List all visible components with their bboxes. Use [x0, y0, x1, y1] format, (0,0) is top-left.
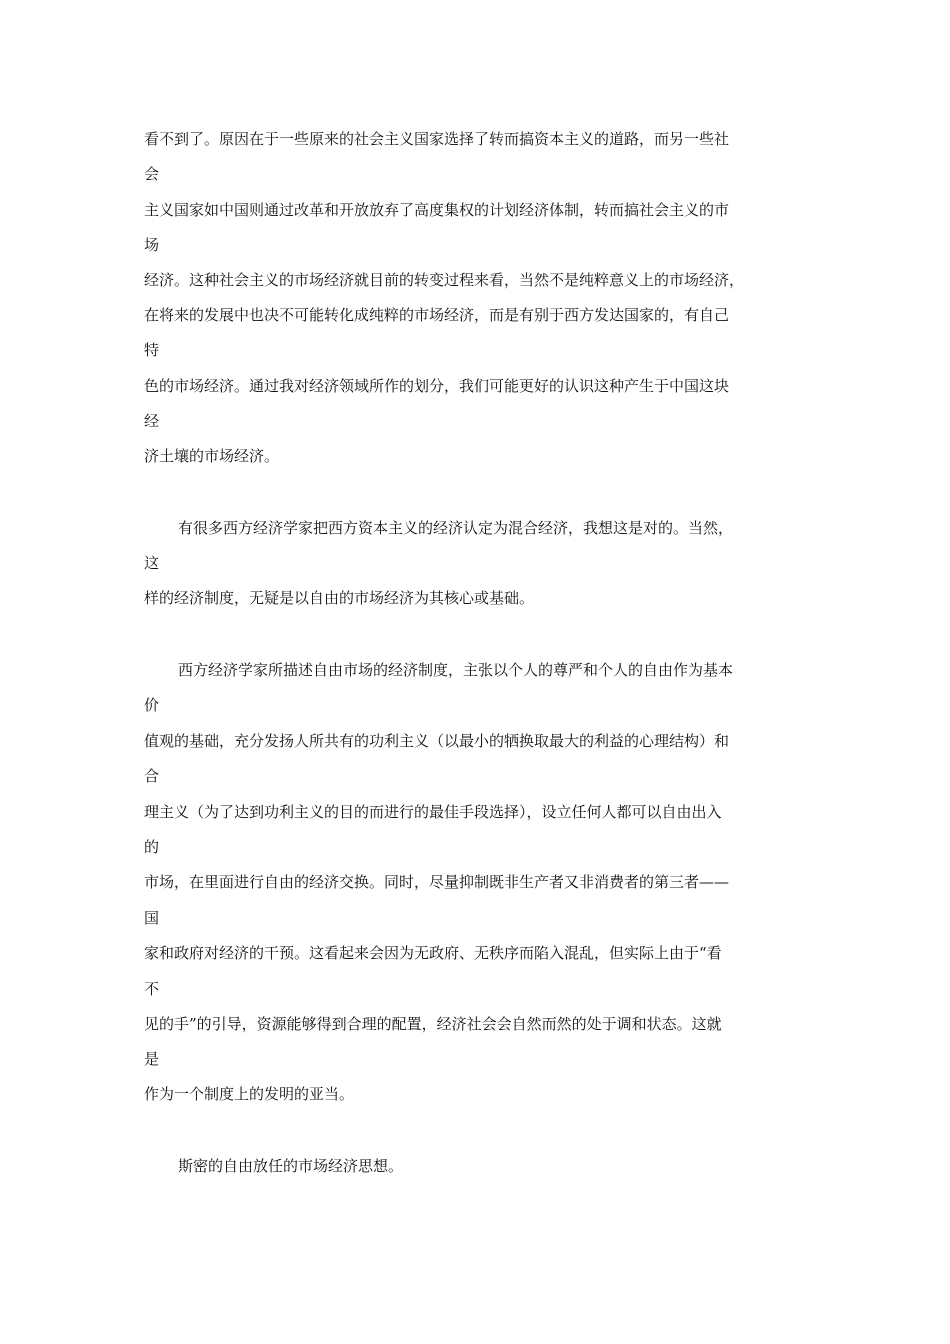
text-line: 国 [144, 909, 160, 927]
text-line: 特 [144, 341, 160, 359]
text-line: 经 [144, 412, 160, 430]
text-line: 济土壤的市场经济。 [144, 447, 280, 465]
text-line: 不 [144, 980, 160, 998]
text-line: 场 [144, 236, 160, 254]
text-line: 作为一个制度上的发明的亚当。 [144, 1085, 355, 1103]
text-line: 市场，在里面进行自由的经济交换。同时，尽量抑制既非生产者又非消费者的第三者—— [144, 873, 730, 891]
text-line: 这 [144, 554, 160, 572]
text-line: 经济。这种社会主义的市场经济就目前的转变过程来看，当然不是纯粹意义上的市场经济， [144, 271, 745, 289]
text-line: 样的经济制度，无疑是以自由的市场经济为其核心或基础。 [144, 589, 535, 607]
text-line: 看不到了。原因在于一些原来的社会主义国家选择了转而搞资本主义的道路，而另一些社 [144, 130, 730, 148]
text-line: 合 [144, 767, 160, 785]
text-line: 是 [144, 1050, 160, 1068]
paragraph-first-line: 有很多西方经济学家把西方资本主义的经济认定为混合经济，我想这是对的。当然， [178, 519, 734, 537]
text-line: 理主义（为了达到功利主义的目的而进行的最佳手段选择），设立任何人都可以自由出入 [144, 803, 722, 821]
paragraph-first-line: 斯密的自由放任的市场经济思想。 [178, 1157, 404, 1175]
text-line: 值观的基础，充分发扬人所共有的功利主义（以最小的牺换取最大的利益的心理结构）和 [144, 732, 730, 750]
text-line: 见的手”的引导，资源能够得到合理的配置，经济社会会自然而然的处于调和状态。这就 [144, 1015, 722, 1033]
text-line: 的 [144, 838, 160, 856]
text-line: 主义国家如中国则通过改革和开放放弃了高度集权的计划经济体制，转而搞社会主义的市 [144, 201, 730, 219]
text-line: 色的市场经济。通过我对经济领域所作的划分，我们可能更好的认识这种产生于中国这块 [144, 377, 730, 395]
text-line: 家和政府对经济的干预。这看起来会因为无政府、无秩序而陷入混乱，但实际上由于“看 [144, 944, 722, 962]
paragraph-first-line: 西方经济学家所描述自由市场的经济制度，主张以个人的尊严和个人的自由作为基本 [178, 661, 734, 679]
text-line: 会 [144, 165, 160, 183]
text-line: 在将来的发展中也决不可能转化成纯粹的市场经济，而是有别于西方发达国家的，有自己 [144, 306, 730, 324]
text-line: 价 [144, 696, 160, 714]
